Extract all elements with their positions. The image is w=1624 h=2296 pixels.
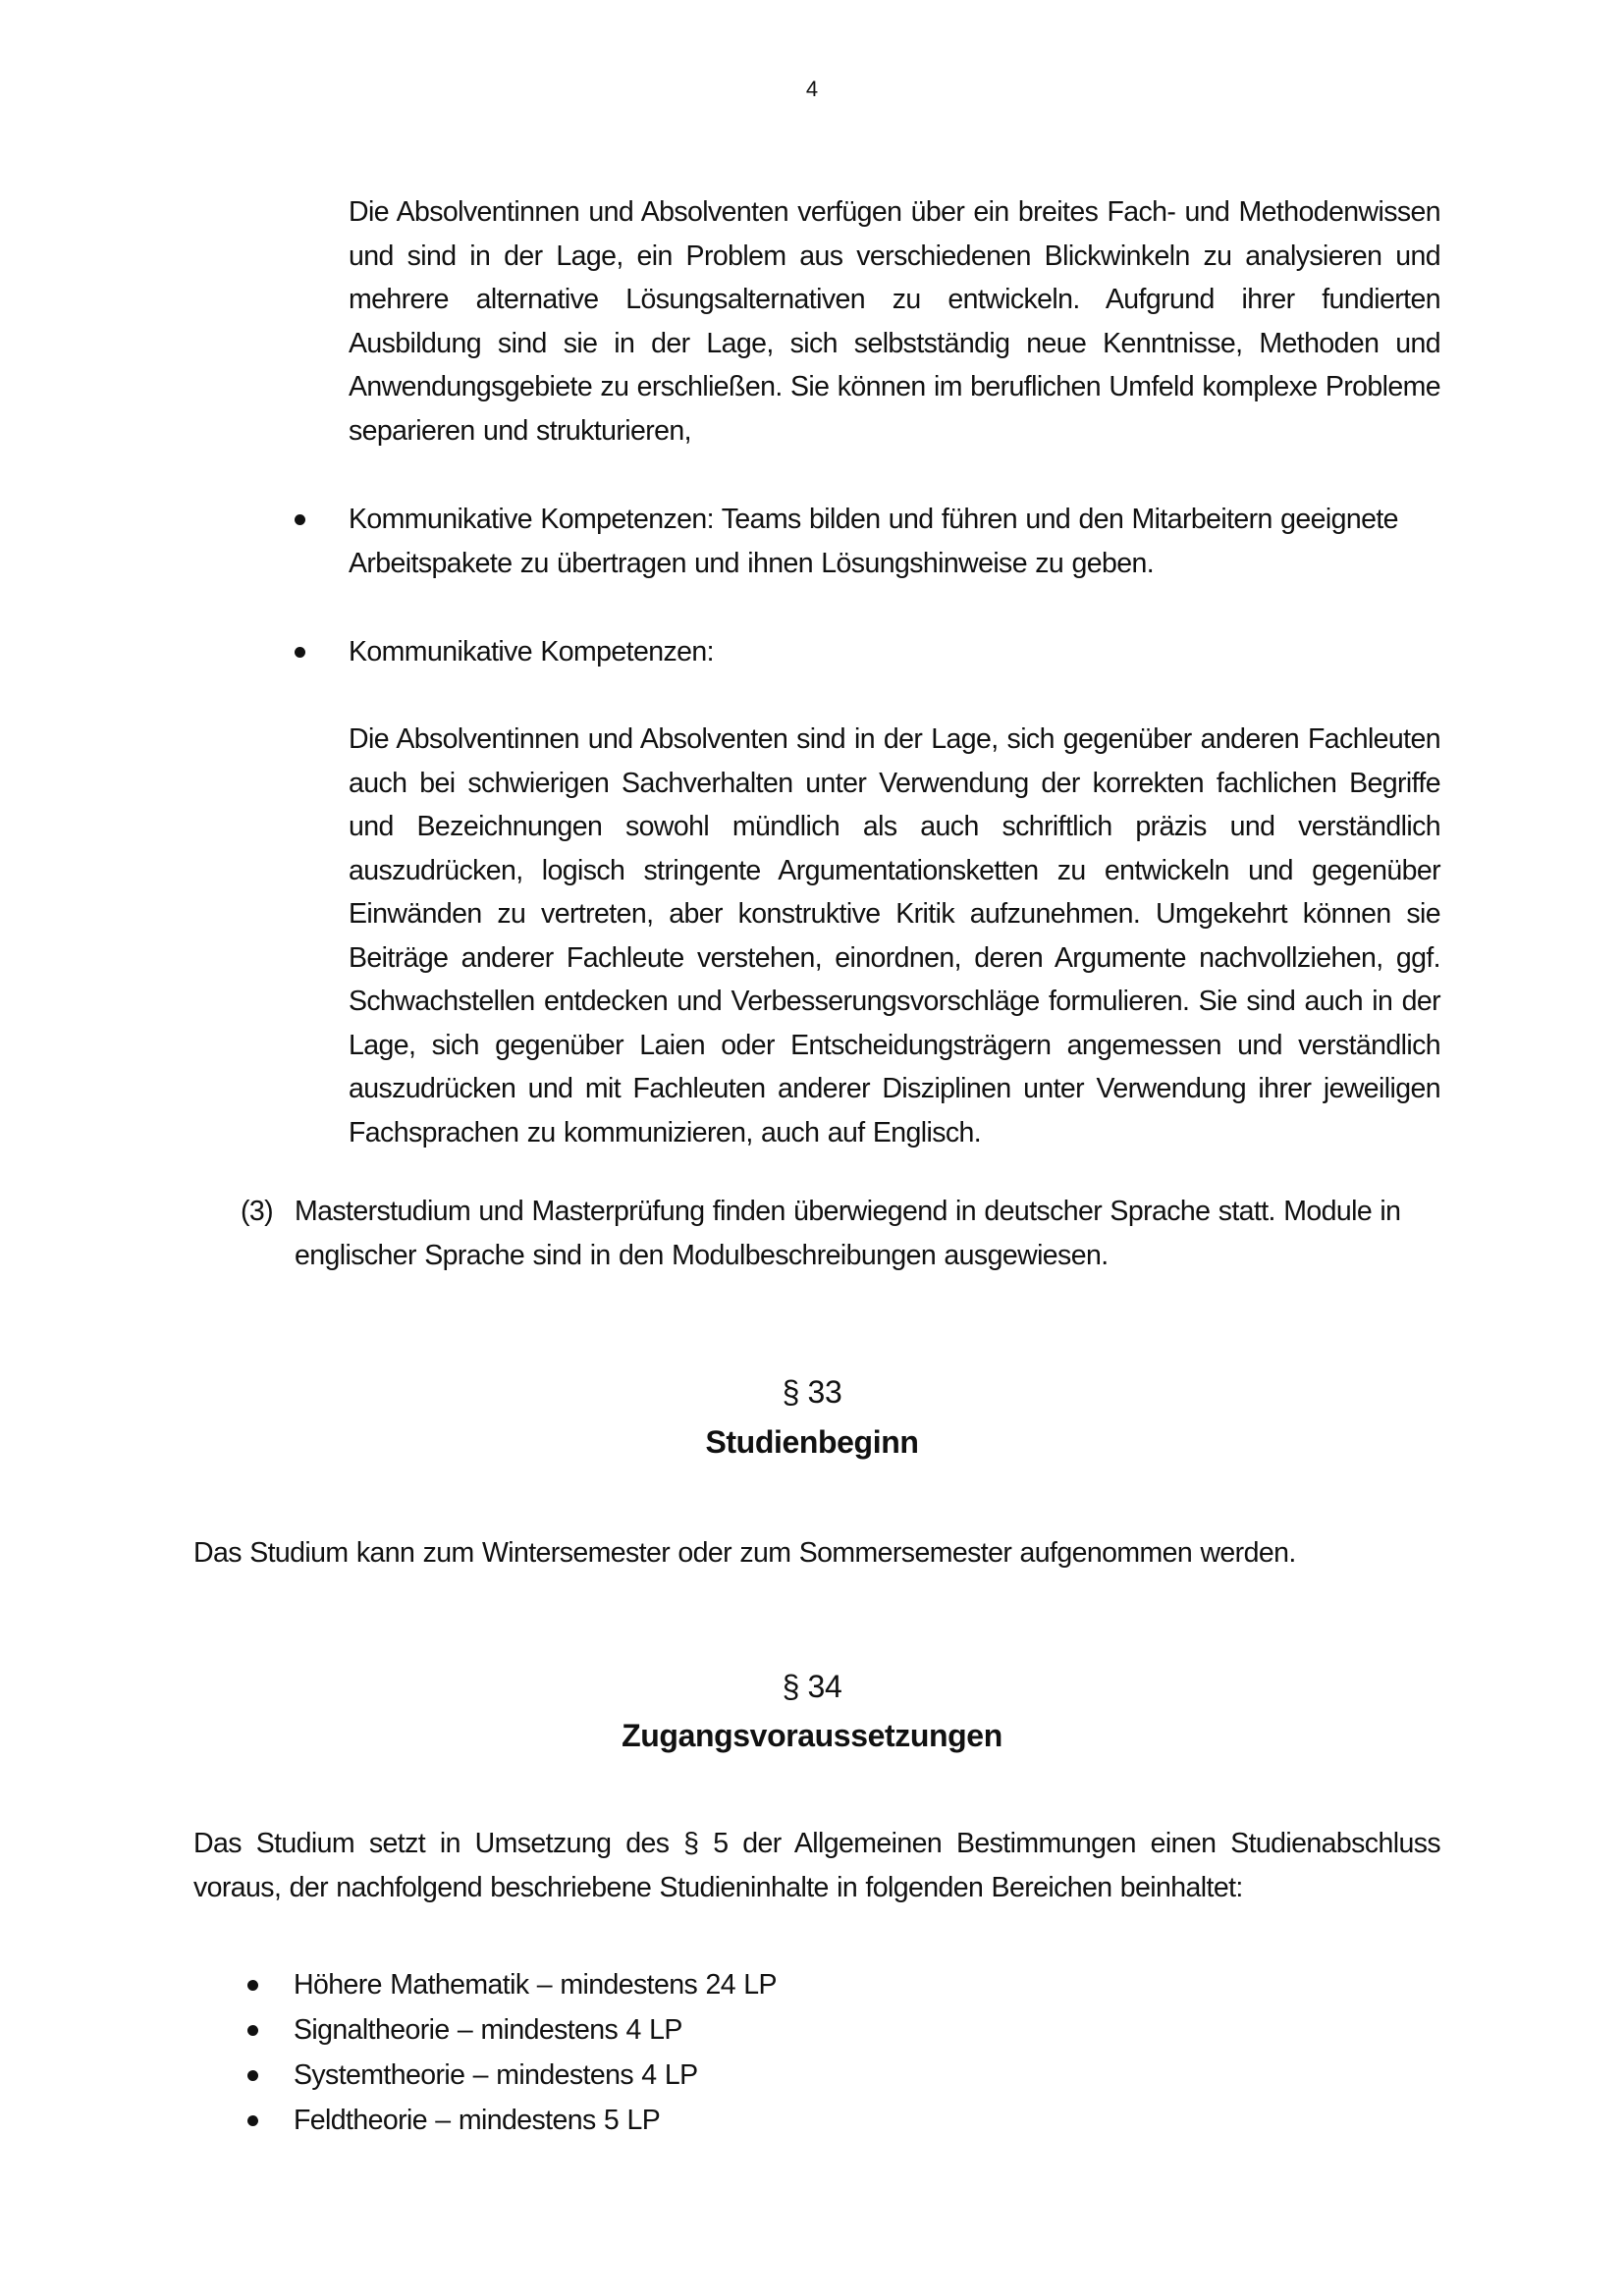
requirement-text: Signaltheorie – mindestens 4 LP xyxy=(294,2014,682,2046)
requirements-list xyxy=(247,1963,1131,2144)
intro-paragraph: Die Absolventinnen und Absolventen verfügen über ein breites Fach- und Methodenwissen und sind in der Lage, ein Problem aus verschiedenen Blickwinkeln zu analysieren und mehrere alternative Lösungsalternativen zu entwickeln. Aufgrund ihrer fundierten Ausbildung sind sie in der Lage, sich selbstständig neue Kenntnisse, Methoden und Anwendungsgebiete zu erschließen. Sie können im beruflichen Umfeld komplexe Probleme separieren und strukturieren, xyxy=(349,196,1440,447)
list-item xyxy=(247,1963,1131,2008)
page-number: 4 xyxy=(805,77,819,101)
section-title: Zugangsvoraussetzungen xyxy=(622,1718,1002,1753)
section-number: § 33 xyxy=(782,1374,842,1410)
bullet-icon xyxy=(247,2115,258,2126)
requirement-text: Feldtheorie – mindestens 5 LP xyxy=(294,2105,661,2136)
list-item xyxy=(247,2008,1131,2054)
paragraph-number: (3) xyxy=(241,1196,274,1227)
competence-bullet-label: Kommunikative Kompetenzen: xyxy=(349,636,714,667)
paragraph-text: Masterstudium und Masterprüfung finden überwiegend in deutscher Sprache statt. Module in englischer Sprache sind in den Modulbeschreibungen ausgewiesen. xyxy=(295,1196,1401,1271)
bullet-icon xyxy=(295,514,305,525)
requirement-text: Höhere Mathematik – mindestens 24 LP xyxy=(294,1969,777,2001)
numbered-paragraph xyxy=(241,1190,1440,1278)
list-item xyxy=(247,2054,1131,2099)
bullet-icon xyxy=(247,2025,258,2036)
requirement-text: Systemtheorie – mindestens 4 LP xyxy=(294,2059,698,2091)
competence-bullet xyxy=(295,498,1440,586)
list-item xyxy=(247,2099,1131,2144)
bullet-icon xyxy=(295,647,305,658)
competence-bullet-description: Die Absolventinnen und Absolventen sind in der Lage, sich gegenüber anderen Fachleuten auch bei schwierigen Sachverhalten unter Verwendung der korrekten fachlichen Begriffe und Bezeichnungen sowohl mündlich als auch schriftlich präzis und verständlich auszudrücken, logisch stringente Argumentationsketten zu entwickeln und gegenüber Einwänden zu vertreten, aber konstruktive Kritik aufzunehmen. Umgekehrt können sie Beiträge anderer Fachleute verstehen, einordnen, deren Argumente nachvollziehen, ggf. Schwachstellen entdecken und Verbesserungsvorschläge formulieren. Sie sind auch in der Lage, sich gegenüber Laien oder Entscheidungsträgern angemessen und verständlich auszudrücken und mit Fachleuten anderer Disziplinen unter Verwendung ihrer jeweiligen Fachsprachen zu kommunizieren, auch auf Englisch. xyxy=(349,723,1440,1148)
section-title: Studienbeginn xyxy=(705,1424,919,1460)
section-text: Das Studium kann zum Wintersemester oder zum Sommersemester aufgenommen werden. xyxy=(193,1537,1296,1569)
bullet-icon xyxy=(247,1980,258,1991)
section-number: § 34 xyxy=(782,1669,842,1704)
section-text: Das Studium setzt in Umsetzung des § 5 der Allgemeinen Bestimmungen einen Studienabschluss voraus, der nachfolgend beschriebene Studieninhalte in folgenden Bereichen beinhaltet: xyxy=(193,1828,1440,1903)
competence-bullet xyxy=(295,630,1440,675)
competence-bullet-label: Kommunikative Kompetenzen: Teams bilden und führen und den Mitarbeitern geeignete Arbeitspakete zu übertragen und ihnen Lösungshinweise zu geben. xyxy=(349,504,1398,579)
bullet-icon xyxy=(247,2070,258,2081)
